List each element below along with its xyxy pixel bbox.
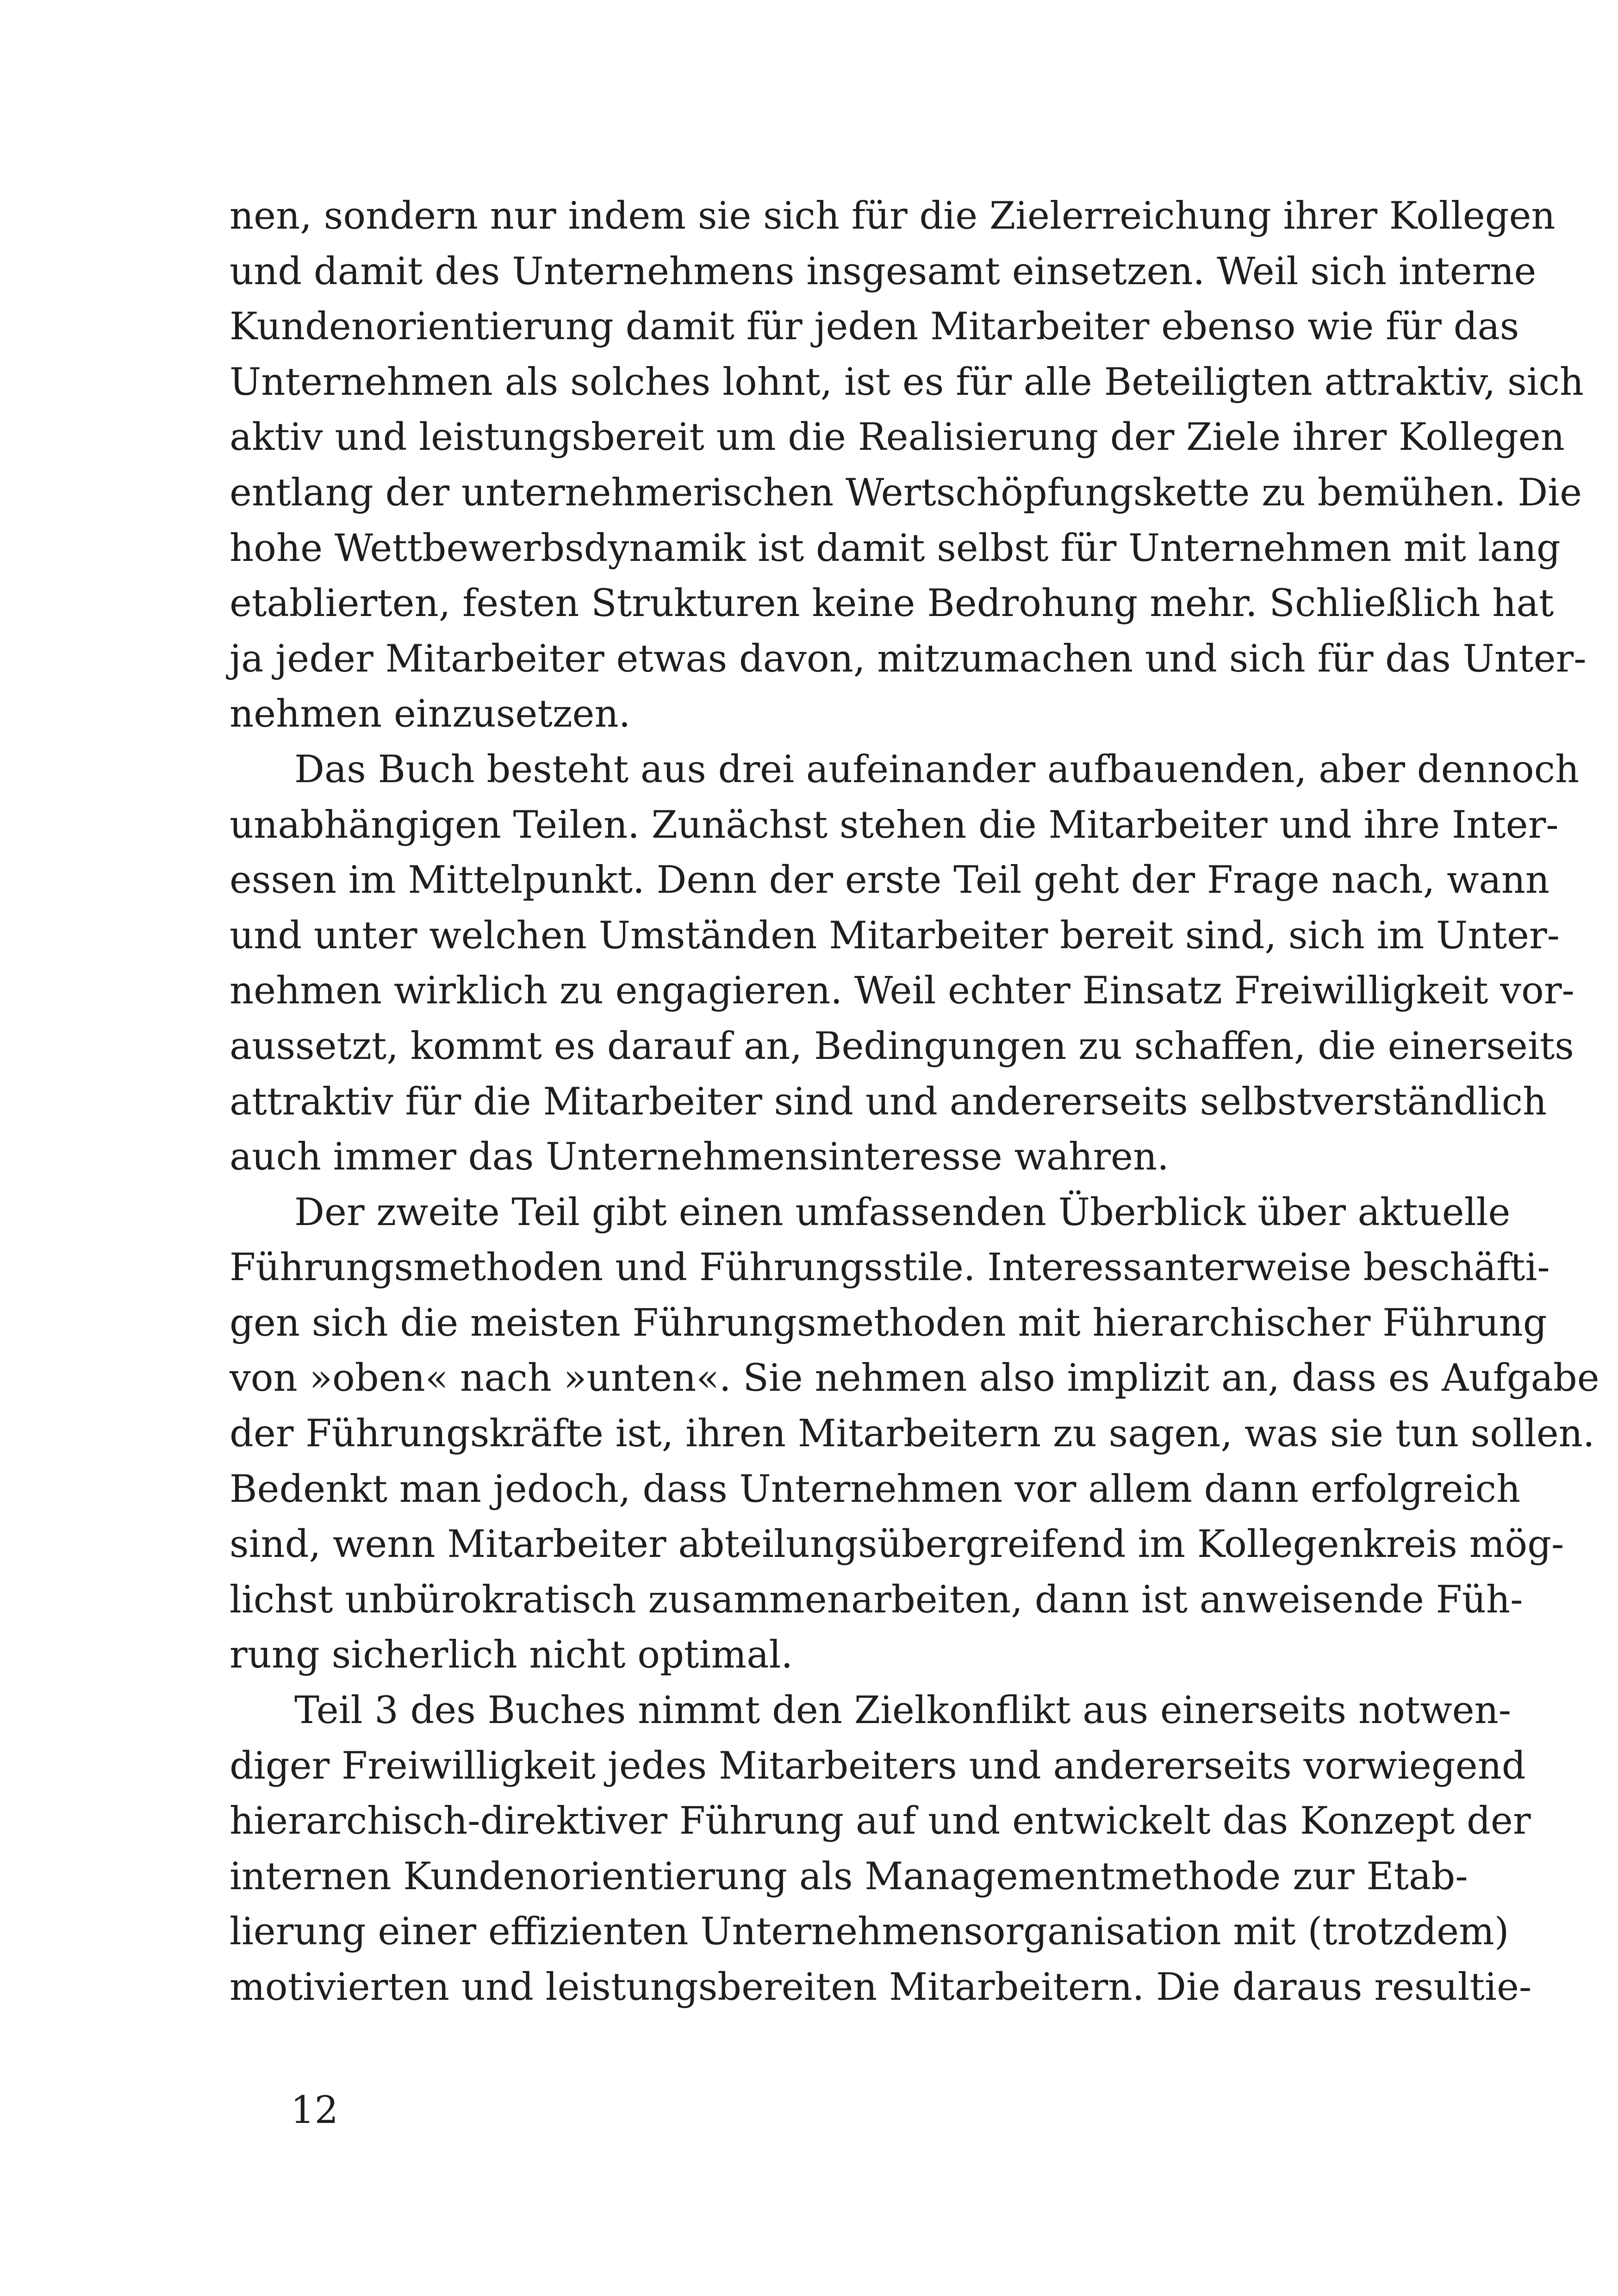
text-line: und damit des Unternehmens insgesamt einsetzen. Weil sich interne	[230, 249, 1537, 293]
page-body	[230, 189, 1599, 2016]
text-line: sind, wenn Mitarbeiter abteilungsübergreifend im Kollegenkreis mög-	[230, 1523, 1564, 1567]
paragraph	[230, 742, 1580, 1185]
text-line: lierung einer effizienten Unternehmensorganisation mit (trotzdem)	[230, 1910, 1509, 1954]
text-line: gen sich die meisten Führungsmethoden mit hierarchischer Führung	[230, 1301, 1547, 1345]
paragraph	[230, 1185, 1599, 1683]
text-line: Bedenkt man jedoch, dass Unternehmen vor allem dann erfolgreich	[230, 1467, 1521, 1511]
text-line: nen, sondern nur indem sie sich für die Zielerreichung ihrer Kollegen	[230, 194, 1556, 238]
text-line: essen im Mittelpunkt. Denn der erste Teil geht der Frage nach, wann	[230, 859, 1550, 902]
text-line: nehmen wirklich zu engagieren. Weil echter Einsatz Freiwilligkeit vor-	[230, 969, 1574, 1013]
text-line: entlang der unternehmerischen Wertschöpfungskette zu bemühen. Die	[230, 471, 1582, 515]
text-line: internen Kundenorientierung als Managementmethode zur Etab-	[230, 1854, 1468, 1898]
text-line: Teil 3 des Buches nimmt den Zielkonflikt aus einerseits notwen-	[294, 1689, 1512, 1733]
text-line: von »oben« nach »unten«. Sie nehmen also implizit an, dass es Aufgabe	[230, 1356, 1599, 1400]
text-line: und unter welchen Umständen Mitarbeiter bereit sind, sich im Unter-	[230, 914, 1560, 958]
text-line: lichst unbürokratisch zusammenarbeiten, dann ist anweisende Füh-	[230, 1578, 1523, 1622]
text-line: der Führungskräfte ist, ihren Mitarbeitern zu sagen, was sie tun sollen.	[230, 1412, 1595, 1456]
text-line: etablierten, festen Strukturen keine Bedrohung mehr. Schließlich hat	[230, 582, 1554, 626]
text-line: Führungsmethoden und Führungsstile. Interessanterweise beschäfti-	[230, 1246, 1550, 1290]
text-line: aussetzt, kommt es darauf an, Bedingungen zu schaffen, die einerseits	[230, 1024, 1574, 1068]
text-line: hierarchisch-direktiver Führung auf und entwickelt das Konzept der	[230, 1799, 1531, 1843]
text-line: motivierten und leistungsbereiten Mitarbeitern. Die daraus resultie-	[230, 1966, 1532, 2009]
text-line: auch immer das Unternehmensinteresse wahren.	[230, 1135, 1169, 1179]
text-line: diger Freiwilligkeit jedes Mitarbeiters und andererseits vorwiegend	[230, 1744, 1526, 1788]
text-line: nehmen einzusetzen.	[230, 692, 631, 736]
paragraph	[230, 1683, 1532, 2016]
paragraph	[230, 189, 1587, 742]
text-line: Unternehmen als solches lohnt, ist es für alle Beteiligten attraktiv, sich	[230, 360, 1584, 404]
text-line: rung sicherlich nicht optimal.	[230, 1633, 793, 1677]
text-line: attraktiv für die Mitarbeiter sind und andererseits selbstverständlich	[230, 1080, 1547, 1124]
text-line: hohe Wettbewerbsdynamik ist damit selbst für Unternehmen mit lang	[230, 526, 1561, 570]
text-line: Der zweite Teil gibt einen umfassenden Überblick über aktuelle	[294, 1190, 1511, 1234]
page-number: 12	[291, 2089, 339, 2132]
text-line: Das Buch besteht aus drei aufeinander aufbauenden, aber dennoch	[294, 747, 1580, 791]
text-line: aktiv und leistungsbereit um die Realisierung der Ziele ihrer Kollegen	[230, 416, 1565, 460]
text-line: unabhängigen Teilen. Zunächst stehen die Mitarbeiter und ihre Inter-	[230, 803, 1559, 847]
text-line: Kundenorientierung damit für jeden Mitarbeiter ebenso wie für das	[230, 305, 1519, 349]
text-line: ja jeder Mitarbeiter etwas davon, mitzumachen und sich für das Unter-	[230, 637, 1587, 681]
